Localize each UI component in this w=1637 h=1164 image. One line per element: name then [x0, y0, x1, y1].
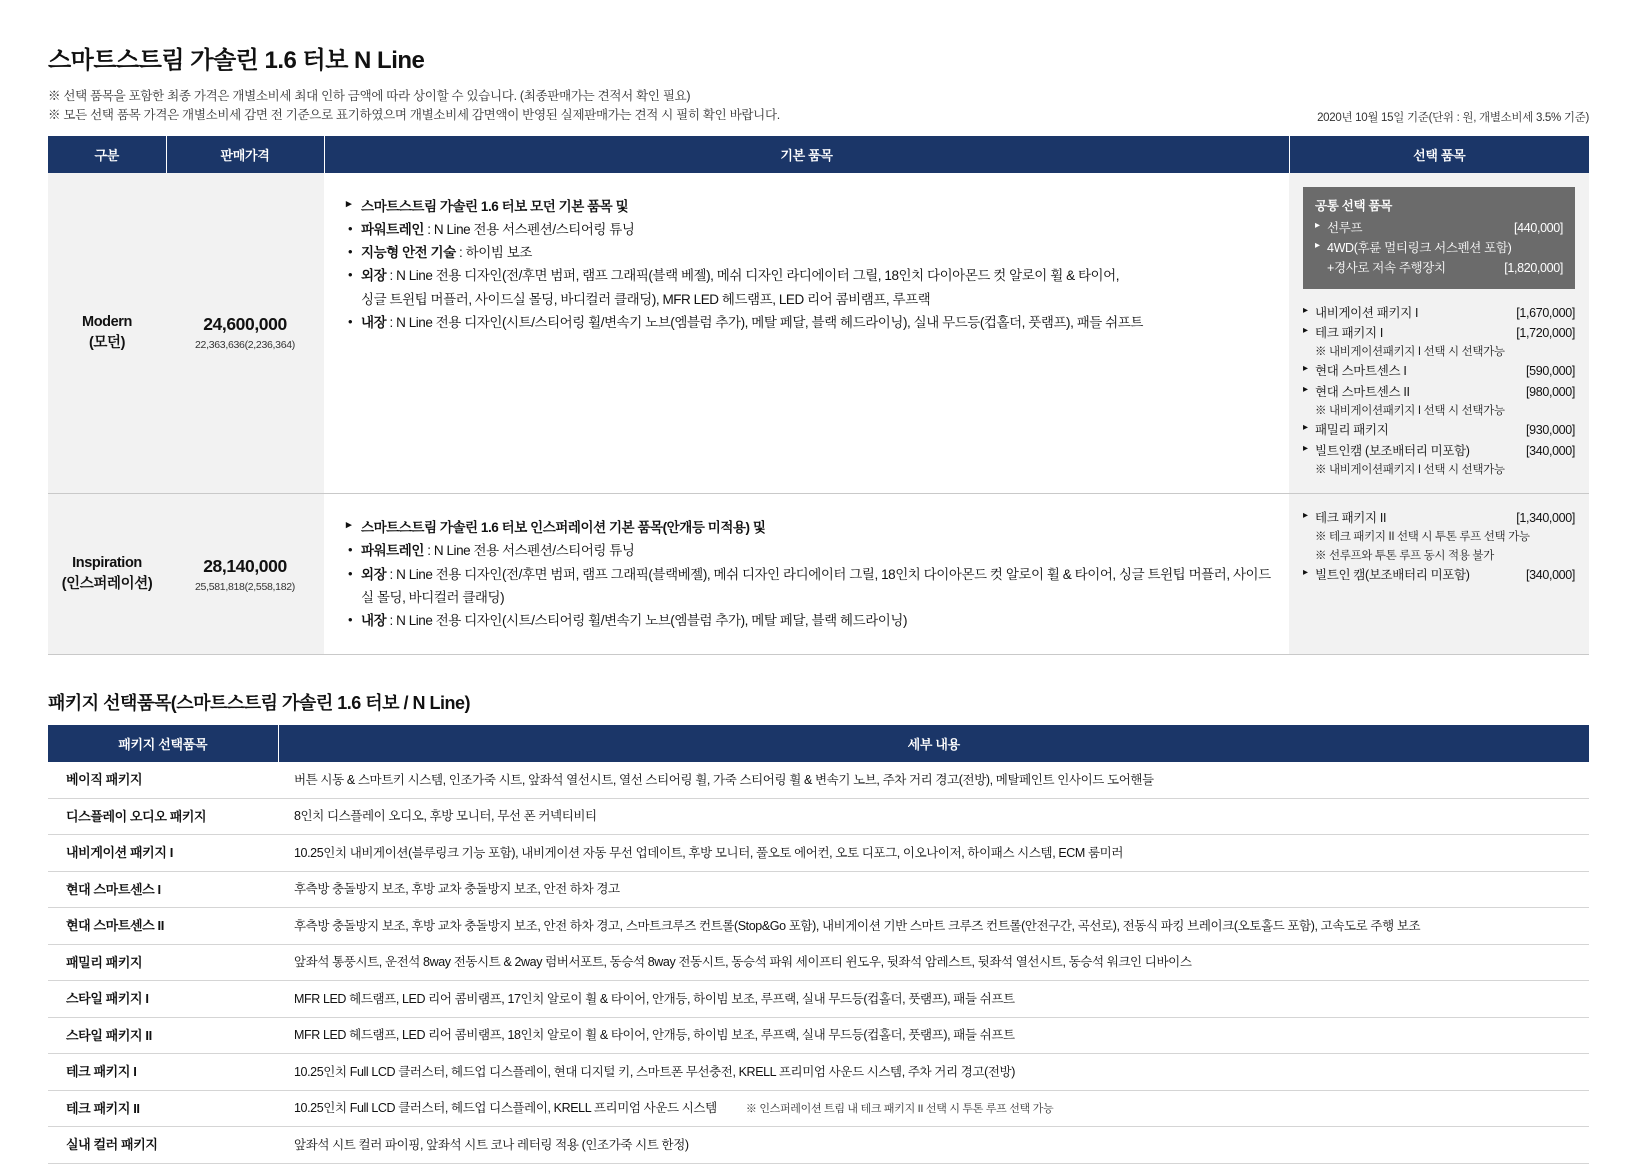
th-package-detail: 세부 내용 — [278, 725, 1589, 762]
package-detail: 후측방 충돌방지 보조, 후방 교차 충돌방지 보조, 안전 하차 경고, 스마트크루즈 컨트롤(Stop&Go 포함), 내비게이션 기반 스마트 크루즈 컨트롤(안전구간, 곡선로), 전동식 파킹 브레이크(오토홀드 포함), 고속도로 주행 보조 — [278, 908, 1589, 945]
option-name: ▸ 선루프 — [1315, 218, 1362, 238]
list-item-continuation: 싱글 트윈팁 머플러, 사이드실 몰딩, 바디컬러 클래딩), MFR LED 헤드램프, LED 리어 콤비램프, 루프랙 — [361, 291, 931, 307]
option-item — [1303, 565, 1575, 585]
option-note: ※ 내비게이션패키지 I 선택 시 선택가능 — [1315, 463, 1505, 476]
table-row — [48, 1054, 1589, 1091]
option-name: ▸ 테크 패키지 I — [1303, 323, 1383, 343]
th-basic-items: 기본 품목 — [324, 136, 1289, 173]
item-text: : N Line 전용 디자인(전/후면 범퍼, 램프 그래픽(블랙베젤), 메쉬 디자인 라디에이터 그릴, 18인치 다이아몬드 컷 알로이 휠 & 타이어, 싱글 트윈팁 머플러, 사이드실 몰딩, 바디컬러 클래딩) — [361, 566, 1271, 605]
common-option-box — [1303, 187, 1575, 289]
list-item — [346, 609, 1271, 632]
th-gubun: 구분 — [48, 136, 166, 173]
option-item — [1303, 420, 1575, 440]
option-items-cell — [1289, 494, 1589, 655]
option-name: ▸ 내비게이션 패키지 I — [1303, 303, 1418, 323]
option-price: [1,720,000] — [1516, 325, 1575, 340]
package-detail: 10.25인치 Full LCD 클러스터, 헤드업 디스플레이, 현대 디지털 키, 스마트폰 무선충전, KRELL 프리미엄 사운드 시스템, 주차 거리 경고(전방) — [278, 1054, 1589, 1091]
package-header-row — [48, 725, 1589, 762]
table-row — [48, 494, 1589, 655]
header-note-1: ※ 선택 품목을 포함한 최종 가격은 개별소비세 최대 인하 금액에 따라 상이할 수 있습니다. (최종판매가는 견적서 확인 필요) — [48, 89, 691, 103]
item-label: 외장 — [361, 566, 387, 582]
option-price: [1,820,000] — [1504, 261, 1563, 276]
option-note: ※ 내비게이션패키지 I 선택 시 선택가능 — [1315, 404, 1505, 417]
trim-name-en: Modern — [82, 313, 132, 330]
option-name: ▸ 빌트인캠 (보조배터리 미포함) — [1303, 441, 1470, 461]
package-detail: 10.25인치 Full LCD 클러스터, 헤드업 디스플레이, KRELL 프리미엄 사운드 시스템 — [294, 1101, 717, 1116]
item-text: : N Line 전용 디자인(시트/스티어링 휠/변속기 노브(엠블럼 추가), 메탈 페달, 블랙 헤드라이닝) — [386, 613, 908, 629]
package-detail: 후측방 충돌방지 보조, 후방 교차 충돌방지 보조, 안전 하차 경고 — [278, 871, 1589, 908]
table-row — [48, 871, 1589, 908]
item-text: : N Line 전용 디자인(시트/스티어링 휠/변속기 노브(엠블럼 추가), 메탈 페달, 블랙 헤드라이닝), 실내 무드등(컵홀더, 풋램프), 패들 쉬프트 — [386, 314, 1143, 330]
th-price: 판매가격 — [166, 136, 324, 173]
package-name: 내비게이션 패키지 I — [48, 835, 278, 872]
package-detail-cell — [278, 1090, 1589, 1127]
trim-price: 28,140,000 — [203, 555, 287, 576]
list-item — [346, 241, 1271, 264]
trim-option-list — [1303, 508, 1575, 585]
list-item — [346, 218, 1271, 241]
package-name: 디스플레이 오디오 패키지 — [48, 798, 278, 835]
option-price: [980,000] — [1526, 384, 1575, 399]
package-detail: 10.25인치 내비게이션(블루링크 기능 포함), 내비게이션 자동 무선 업데이트, 후방 모니터, 풀오토 에어컨, 오토 디포그, 이오나이저, 하이패스 시스템, ECM 룸미러 — [278, 835, 1589, 872]
table-row — [48, 762, 1589, 798]
trim-price: 24,600,000 — [203, 314, 287, 335]
page-title: 스마트스트림 가솔린 1.6 터보 N Line — [48, 47, 425, 74]
list-item — [346, 563, 1271, 609]
option-items-cell — [1289, 173, 1589, 494]
item-text: : 하이빔 보조 — [455, 245, 532, 261]
package-detail: MFR LED 헤드램프, LED 리어 콤비램프, 17인치 알로이 휠 & 타이어, 안개등, 하이빔 보조, 루프랙, 실내 무드등(컵홀더, 풋램프), 패들 쉬프트 — [278, 981, 1589, 1018]
trim-price-cell — [166, 494, 324, 655]
table-row — [48, 835, 1589, 872]
list-item — [346, 264, 1271, 287]
trim-name-cell — [48, 173, 166, 494]
option-item — [1303, 323, 1575, 343]
table-row — [48, 1090, 1589, 1127]
package-detail-note: ※ 인스퍼레이션 트림 내 테크 패키지 II 선택 시 투톤 루프 선택 가능 — [745, 1103, 1054, 1116]
package-name: 현대 스마트센스 I — [48, 871, 278, 908]
option-price: [1,670,000] — [1516, 305, 1575, 320]
table-row — [48, 944, 1589, 981]
option-name: +경사로 저속 주행장치 — [1327, 261, 1446, 276]
package-detail: 앞좌석 시트 컬러 파이핑, 앞좌석 시트 코나 레터링 적용 (인조가죽 시트 한정) — [278, 1127, 1589, 1164]
table-row — [48, 981, 1589, 1018]
option-name: ▸ 현대 스마트센스 II — [1303, 382, 1410, 402]
list-item — [346, 539, 1271, 562]
package-section-title: 패키지 선택품목(스마트스트림 가솔린 1.6 터보 / N Line) — [48, 693, 471, 714]
trim-name-ko: (인스퍼레이션) — [61, 576, 153, 593]
package-name: 패밀리 패키지 — [48, 944, 278, 981]
option-note: ※ 선루프와 투톤 루프 동시 적용 불가 — [1315, 549, 1494, 562]
th-option-items: 선택 품목 — [1289, 136, 1589, 173]
option-item — [1303, 361, 1575, 381]
item-label: 외장 — [361, 268, 387, 284]
option-item — [1303, 303, 1575, 323]
trim-option-list — [1303, 303, 1575, 480]
option-name: ▸ 4WD(후륜 멀티링크 서스펜션 포함) — [1315, 238, 1511, 258]
header-note-2: ※ 모든 선택 품목 가격은 개별소비세 감면 전 기준으로 표기하였으며 개별소비세 감면액이 반영된 실제판매가는 견적 시 필히 확인 바랍니다. — [48, 108, 780, 123]
package-name: 테크 패키지 I — [48, 1054, 278, 1091]
item-label: 파워트레인 — [361, 543, 424, 559]
package-detail: 버튼 시동 & 스마트키 시스템, 인조가죽 시트, 앞좌석 열선시트, 열선 스티어링 휠, 가죽 스티어링 휠 & 변속기 노브, 주차 거리 경고(전방), 메탈페인트 인사이드 도어핸들 — [278, 762, 1589, 798]
option-name: ▸ 패밀리 패키지 — [1303, 420, 1388, 440]
item-text: : N Line 전용 서스펜션/스티어링 튜닝 — [423, 543, 635, 559]
list-item — [346, 311, 1271, 334]
common-option-title: 공통 선택 품목 — [1315, 198, 1392, 213]
option-note: ※ 테크 패키지 II 선택 시 투톤 루프 선택 가능 — [1315, 531, 1530, 544]
trim-name-cell — [48, 494, 166, 655]
package-name: 현대 스마트센스 II — [48, 908, 278, 945]
item-label: 내장 — [361, 314, 387, 330]
option-price: [930,000] — [1526, 423, 1575, 438]
package-detail: 앞좌석 통풍시트, 운전석 8way 전동시트 & 2way 럼버서포트, 동승석 8way 전동시트, 동승석 파워 세이프티 윈도우, 뒷좌석 암레스트, 뒷좌석 열선시트, 동승석 워크인 디바이스 — [278, 944, 1589, 981]
table-row — [48, 798, 1589, 835]
package-name: 실내 컬러 패키지 — [48, 1127, 278, 1164]
header-date-note: 2020년 10월 15일 기준(단위 : 원, 개별소비세 3.5% 기준) — [1317, 111, 1589, 124]
option-price: [1,340,000] — [1516, 511, 1575, 526]
option-note: ※ 내비게이션패키지 I 선택 시 선택가능 — [1315, 346, 1505, 358]
table-row — [48, 1127, 1589, 1164]
option-item — [1303, 441, 1575, 461]
package-detail: MFR LED 헤드램프, LED 리어 콤비램프, 18인치 알로이 휠 & 타이어, 안개등, 하이빔 보조, 루프랙, 실내 무드등(컵홀더, 풋램프), 패들 쉬프트 — [278, 1017, 1589, 1054]
option-price: [440,000] — [1514, 220, 1563, 235]
common-option-item — [1315, 258, 1563, 278]
package-name: 스타일 패키지 I — [48, 981, 278, 1018]
table-row — [48, 173, 1589, 494]
item-label: 파워트레인 — [361, 221, 424, 237]
common-option-item — [1315, 238, 1563, 258]
package-name: 스타일 패키지 II — [48, 1017, 278, 1054]
basic-items-cell — [324, 494, 1289, 655]
trim-price-table — [48, 136, 1589, 656]
table-row — [48, 908, 1589, 945]
trim-price-cell — [166, 173, 324, 494]
trim-name-ko: (모던) — [88, 334, 126, 351]
option-item — [1303, 382, 1575, 402]
trim-price-sub: 25,581,818(2,558,182) — [195, 580, 295, 593]
option-name: ▸ 빌트인 캠(보조배터리 미포함) — [1303, 565, 1470, 585]
package-name: 테크 패키지 II — [48, 1090, 278, 1127]
item-text: : N Line 전용 서스펜션/스티어링 튜닝 — [423, 221, 635, 237]
package-table — [48, 725, 1589, 1164]
common-option-item — [1315, 218, 1563, 238]
trim-price-sub: 22,363,636(2,236,364) — [195, 339, 295, 352]
option-price: [340,000] — [1526, 568, 1575, 583]
package-name: 베이직 패키지 — [48, 762, 278, 798]
item-label: 내장 — [361, 613, 387, 629]
th-package-name: 패키지 선택품목 — [48, 725, 278, 762]
option-name: ▸ 테크 패키지 II — [1303, 508, 1386, 528]
option-item — [1303, 508, 1575, 528]
list-item: ▸ 스마트스트림 가솔린 1.6 터보 모던 기본 품목 및 — [346, 195, 1271, 218]
item-label: 지능형 안전 기술 — [361, 245, 456, 261]
item-text: : N Line 전용 디자인(전/후면 범퍼, 램프 그래픽(블랙 베젤), 메쉬 디자인 라디에이터 그릴, 18인치 다이아몬드 컷 알로이 휠 & 타이어, — [386, 268, 1120, 284]
list-item: ▸ 스마트스트림 가솔린 1.6 터보 인스퍼레이션 기본 품목(안개등 미적용) 및 — [346, 516, 1271, 539]
trim-name-en: Inspiration — [72, 555, 142, 572]
option-price: [340,000] — [1526, 443, 1575, 458]
package-detail: 8인치 디스플레이 오디오, 후방 모니터, 무선 폰 커넥티비티 — [278, 798, 1589, 835]
basic-items-cell — [324, 173, 1289, 494]
option-price: [590,000] — [1526, 364, 1575, 379]
table-header-row — [48, 136, 1589, 173]
table-row — [48, 1017, 1589, 1054]
option-name: ▸ 현대 스마트센스 I — [1303, 361, 1406, 381]
